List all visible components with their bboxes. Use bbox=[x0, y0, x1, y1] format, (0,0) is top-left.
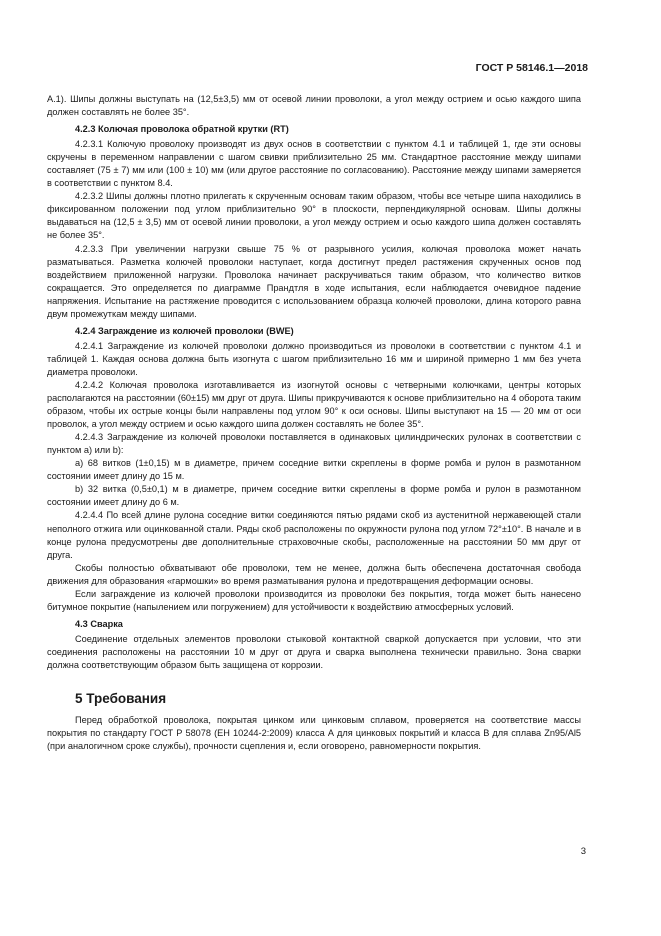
paragraph: 4.2.3.3 При увеличении нагрузки свыше 75 % от разрывного усилия, колючая проволока может начать разматываться. Разметка колючей проволоки наступает, когда достигнут предел растяжения скрученных основ под воздействием приложенной нагрузки. Проволока начинает раскручиваться таким образом, что количество витков сокращается. Это определяется по диаграмме Прандтля в ходе испытания, если наблюдается очевидное падение напряжения. Испытание на растяжение проводится с использованием образца колючей проволоки, длина которого равна двум промежуткам между шипами. bbox=[47, 243, 581, 319]
paragraph: 4.2.4.4 По всей длине рулона соседние витки соединяются пятью рядами скоб из аустенитной нержавеющей стали неполного отжига или оцинкованной стали. Ряды скоб расположены по окружности рулона под углом 72°±10°. В начале и в конце рулона предусмотрены две дополнительные страховочные скобы, расположенные на расстоянии 50 мм друг от друга. bbox=[47, 510, 581, 560]
page-number: 3 bbox=[580, 846, 586, 857]
paragraph: Перед обработкой проволока, покрытая цинком или цинковым сплавом, проверяется на соответствие массы покрытия по стандарту ГОСТ Р 58078 (ЕН 10244-2:2009) класса А для цинковых покрытий и класса В для сплава Zn95/Al5 (при аналогичном сроке службы), прочности сцепления и, если оговорено, равномерности покрытия. bbox=[47, 715, 581, 752]
paragraph: Скобы полностью обхватывают обе проволоки, тем не менее, должна быть обеспечена достаточная свобода движения для образования «гармошки» во время разматывания рулона и предотвращения деформации основы. bbox=[47, 562, 581, 586]
document-header: ГОСТ Р 58146.1—2018 bbox=[475, 62, 588, 74]
paragraph: Соединение отдельных элементов проволоки стыковой контактной сваркой допускается при условии, что эти соединения расположены на расстоянии 10 м друг от друга и сварка выполнена технически правильно. Зона сварки должна соответствующим образом быть защищена от коррозии. bbox=[47, 633, 581, 670]
list-item: b) 32 витка (0,5±0,1) м в диаметре, причем соседние витки скреплены в форме ромба и рулон в размотанном состоянии имеет длину до 6 м. bbox=[47, 484, 581, 508]
paragraph: 4.2.3.2 Шипы должны плотно прилегать к скрученным основам таким образом, чтобы все четыре шипа находились в фиксированном положении под углом приблизительно 90° в плоскости, перпендикулярной основам. Шипы должны выдаваться на (12,5 ± 3,5) мм от осевой линии проволоки, а угол между острием и осью каждого шипа должен составлять не более 35°. bbox=[47, 191, 581, 241]
section-heading: 5 Требования bbox=[75, 691, 167, 707]
paragraph: 4.2.3.1 Колючую проволоку производят из двух основ в соответствии с пунктом 4.1 и таблицей 1, где эти основы скручены в переменном направлении с шагом свивки приблизительно 25 мм. Стандартное расстояние между шипами составляет (75 ± 7) мм или (100 ± 10) мм (или другое расстояние по согласованию). Расстояние между шипами замеряется в соответствии с пунктом 8.4. bbox=[47, 139, 581, 189]
paragraph: Если заграждение из колючей проволоки производится из проволоки без покрытия, тогда может быть нанесено битумное покрытие (напылением или погружением) для устойчивости к воздействию атмосферных условий. bbox=[47, 588, 581, 612]
subsection-heading: 4.3 Сварка bbox=[75, 618, 123, 629]
paragraph: 4.2.4.3 Заграждение из колючей проволоки поставляется в одинаковых цилиндрических рулонах в соответствии с пунктом а) или b): bbox=[47, 432, 581, 456]
paragraph: 4.2.4.1 Заграждение из колючей проволоки должно производиться из проволоки в соответствии с пунктом 4.1 и таблицей 1. Каждая основа должна быть изогнута с шагом приблизительно 16 мм и шириной примерно 1 мм без учета диаметра проволоки. bbox=[47, 340, 581, 377]
page-content bbox=[47, 93, 581, 753]
paragraph: А.1). Шипы должны выступать на (12,5±3,5) мм от осевой линии проволоки, а угол между острием и осью каждого шипа должен составлять не более 35°. bbox=[47, 94, 581, 118]
subsection-heading: 4.2.3 Колючая проволока обратной крутки (RT) bbox=[75, 124, 289, 135]
list-item: а) 68 витков (1±0,15) м в диаметре, причем соседние витки скреплены в форме ромба и рулон в размотанном состоянии имеет длину до 15 м. bbox=[47, 458, 581, 482]
subsection-heading: 4.2.4 Заграждение из колючей проволоки (BWE) bbox=[75, 325, 294, 336]
paragraph: 4.2.4.2 Колючая проволока изготавливается из изогнутой основы с четверными колючками, центры которых располагаются на расстоянии (60±15) мм друг от друга. Шипы прикручиваются к основе приблизительно на 4 оборота таким образом, чтобы их острые концы были направлены под углом 90° к оси основы. Шипы выступают на 15 — 20 мм от оси проволок, а угол между острием и осью каждого шипа должен составлять не более 35°. bbox=[47, 379, 581, 430]
